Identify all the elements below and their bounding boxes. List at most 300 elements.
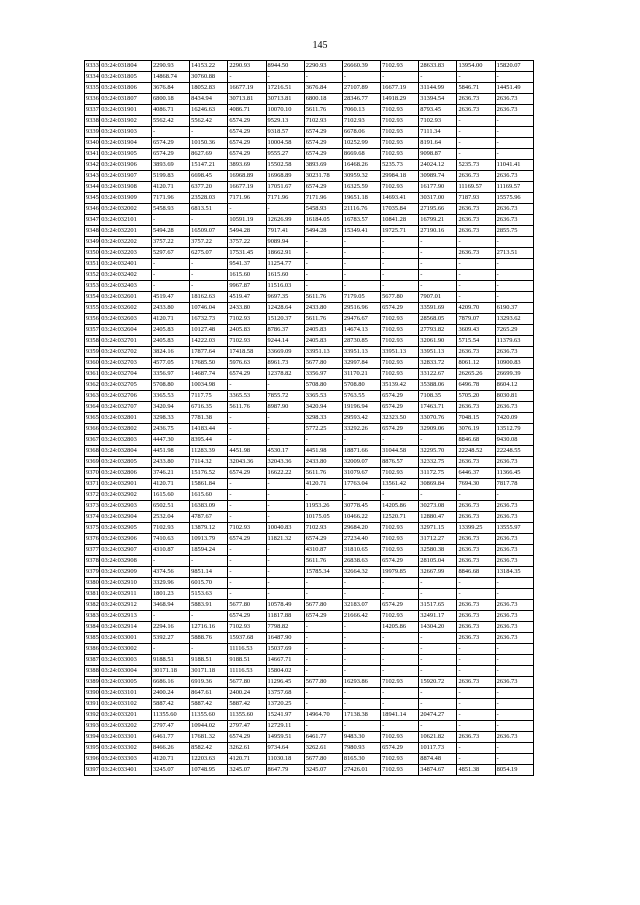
value-cell: 32997.84 <box>342 358 380 369</box>
table-row <box>85 644 534 655</box>
value-cell: 8604.12 <box>495 380 533 391</box>
value-cell: 13399.25 <box>457 523 495 534</box>
value-cell: 6574.29 <box>381 743 419 754</box>
value-cell: - <box>495 281 533 292</box>
row-id-cell: 9361 <box>85 369 100 380</box>
code-cell: 03:24:031903 <box>100 127 152 138</box>
value-cell: 3746.21 <box>151 468 189 479</box>
value-cell: 11041.41 <box>495 160 533 171</box>
value-cell: - <box>457 292 495 303</box>
value-cell: 7102.93 <box>381 754 419 765</box>
value-cell: 19651.18 <box>342 193 380 204</box>
value-cell: - <box>381 721 419 732</box>
value-cell: 2405.83 <box>304 325 342 336</box>
value-cell: 8647.79 <box>266 765 304 776</box>
value-cell: 8846.68 <box>457 435 495 446</box>
value-cell: 16293.86 <box>342 677 380 688</box>
value-cell: 8627.69 <box>190 149 228 160</box>
value-cell: 8876.57 <box>381 457 419 468</box>
value-cell: 8793.45 <box>419 105 457 116</box>
value-cell: 15861.84 <box>190 479 228 490</box>
value-cell: 7980.93 <box>342 743 380 754</box>
value-cell: 2636.73 <box>495 501 533 512</box>
value-cell: 2636.73 <box>457 457 495 468</box>
value-cell: 8395.44 <box>190 435 228 446</box>
value-cell: 11355.60 <box>151 710 189 721</box>
table-row <box>85 204 534 215</box>
value-cell: 16325.59 <box>342 182 380 193</box>
value-cell: 8647.61 <box>190 688 228 699</box>
value-cell: - <box>495 589 533 600</box>
value-cell: 8054.19 <box>495 765 533 776</box>
value-cell: 4451.98 <box>304 446 342 457</box>
value-cell: 7102.93 <box>228 523 266 534</box>
value-cell: 9851.14 <box>190 567 228 578</box>
code-cell: 03:24:031902 <box>100 116 152 127</box>
value-cell: 10748.95 <box>190 765 228 776</box>
value-cell: 2636.73 <box>495 204 533 215</box>
value-cell: 14964.70 <box>304 710 342 721</box>
value-cell: - <box>266 490 304 501</box>
value-cell: 5883.91 <box>190 600 228 611</box>
value-cell: 8987.90 <box>266 402 304 413</box>
value-cell: - <box>342 281 380 292</box>
table-row <box>85 402 534 413</box>
value-cell: 2636.73 <box>457 611 495 622</box>
value-cell: 8582.42 <box>190 743 228 754</box>
code-cell: 03:24:032906 <box>100 534 152 545</box>
value-cell: 4374.56 <box>151 567 189 578</box>
value-cell: 7114.32 <box>190 457 228 468</box>
value-cell: - <box>495 655 533 666</box>
value-cell: 33292.26 <box>342 424 380 435</box>
table-row <box>85 523 534 534</box>
table-row <box>85 292 534 303</box>
row-id-cell: 9387 <box>85 655 100 666</box>
value-cell: 3420.94 <box>151 402 189 413</box>
row-id-cell: 9384 <box>85 622 100 633</box>
value-cell: 2797.47 <box>228 721 266 732</box>
value-cell: - <box>190 127 228 138</box>
value-cell: 15785.34 <box>304 567 342 578</box>
code-cell: 03:24:033201 <box>100 710 152 721</box>
value-cell: 1615.60 <box>151 490 189 501</box>
value-cell: - <box>419 248 457 259</box>
value-cell: 5297.67 <box>151 248 189 259</box>
value-cell: 2433.80 <box>304 303 342 314</box>
value-cell: 7102.93 <box>304 523 342 534</box>
value-cell: 7171.96 <box>151 193 189 204</box>
value-cell: 5611.76 <box>304 468 342 479</box>
value-cell: - <box>266 567 304 578</box>
value-cell: 7102.93 <box>419 116 457 127</box>
value-cell: 3262.61 <box>304 743 342 754</box>
value-cell: - <box>381 633 419 644</box>
value-cell: 2636.73 <box>495 677 533 688</box>
code-cell: 03:24:032707 <box>100 402 152 413</box>
value-cell: - <box>381 490 419 501</box>
value-cell: 31712.27 <box>419 534 457 545</box>
value-cell: - <box>495 743 533 754</box>
value-cell: 1615.60 <box>190 490 228 501</box>
value-cell: 5611.76 <box>304 292 342 303</box>
row-id-cell: 9362 <box>85 380 100 391</box>
value-cell: 30778.45 <box>342 501 380 512</box>
value-cell: 11116.53 <box>228 666 266 677</box>
value-cell: 17051.67 <box>266 182 304 193</box>
value-cell: - <box>495 127 533 138</box>
value-cell: - <box>381 237 419 248</box>
value-cell: 2636.73 <box>457 171 495 182</box>
value-cell: 33951.13 <box>419 347 457 358</box>
value-cell: 6574.29 <box>381 424 419 435</box>
row-id-cell: 9339 <box>85 127 100 138</box>
value-cell: 9430.08 <box>495 435 533 446</box>
code-cell: 03:24:032904 <box>100 512 152 523</box>
table-row <box>85 358 534 369</box>
value-cell: 11283.39 <box>190 446 228 457</box>
row-id-cell: 9397 <box>85 765 100 776</box>
value-cell: - <box>381 281 419 292</box>
table-row <box>85 435 534 446</box>
value-cell: 8786.37 <box>266 325 304 336</box>
row-id-cell: 9341 <box>85 149 100 160</box>
value-cell: 27195.66 <box>419 204 457 215</box>
value-cell: 5887.42 <box>190 699 228 710</box>
value-cell: 19196.94 <box>342 402 380 413</box>
value-cell: 9188.51 <box>151 655 189 666</box>
value-cell: 16383.09 <box>190 501 228 512</box>
value-cell: 4310.87 <box>304 545 342 556</box>
value-cell: 32323.50 <box>381 413 419 424</box>
table-row <box>85 303 534 314</box>
value-cell: 14959.51 <box>266 732 304 743</box>
table-row <box>85 281 534 292</box>
code-cell: 03:24:032802 <box>100 424 152 435</box>
value-cell: 6716.35 <box>190 402 228 413</box>
value-cell: - <box>495 699 533 710</box>
value-cell: 6574.29 <box>228 611 266 622</box>
value-cell: - <box>304 578 342 589</box>
table-row <box>85 259 534 270</box>
value-cell: 6574.29 <box>381 402 419 413</box>
value-cell: 6446.37 <box>457 468 495 479</box>
value-cell: 8434.94 <box>190 94 228 105</box>
value-cell: 6574.29 <box>151 149 189 160</box>
value-cell: 31517.65 <box>419 600 457 611</box>
value-cell: 2436.75 <box>151 424 189 435</box>
value-cell: 7102.93 <box>381 732 419 743</box>
value-cell: 2636.73 <box>457 556 495 567</box>
value-cell: - <box>457 666 495 677</box>
value-cell: 8874.48 <box>419 754 457 765</box>
value-cell: 5677.80 <box>304 754 342 765</box>
value-cell: 11116.53 <box>228 644 266 655</box>
value-cell: 17763.04 <box>342 479 380 490</box>
value-cell: - <box>342 435 380 446</box>
value-cell: 13184.35 <box>495 567 533 578</box>
value-cell: 14222.03 <box>190 336 228 347</box>
value-cell: 30959.32 <box>342 171 380 182</box>
row-id-cell: 9366 <box>85 424 100 435</box>
value-cell: 16677.19 <box>381 83 419 94</box>
value-cell: 17531.45 <box>228 248 266 259</box>
value-cell: 10944.02 <box>190 721 228 732</box>
value-cell: 9697.35 <box>266 292 304 303</box>
value-cell: - <box>304 666 342 677</box>
code-cell: 03:24:033202 <box>100 721 152 732</box>
value-cell: - <box>457 116 495 127</box>
value-cell: 7060.13 <box>342 105 380 116</box>
value-cell: - <box>342 270 380 281</box>
value-cell: 7102.93 <box>381 545 419 556</box>
value-cell: - <box>495 721 533 732</box>
value-cell: 4310.87 <box>151 545 189 556</box>
value-cell: - <box>419 490 457 501</box>
value-cell: 3468.94 <box>151 600 189 611</box>
value-cell: - <box>381 589 419 600</box>
value-cell: 5976.63 <box>228 358 266 369</box>
value-cell: 35388.06 <box>419 380 457 391</box>
table-row <box>85 105 534 116</box>
value-cell: - <box>457 578 495 589</box>
value-cell: - <box>304 721 342 732</box>
value-cell: - <box>457 655 495 666</box>
value-cell: 6574.29 <box>228 149 266 160</box>
value-cell: 3365.53 <box>304 391 342 402</box>
value-cell: 21666.42 <box>342 611 380 622</box>
value-cell: 5677.80 <box>304 677 342 688</box>
value-cell: - <box>266 578 304 589</box>
row-id-cell: 9346 <box>85 204 100 215</box>
table-row <box>85 556 534 567</box>
value-cell: 13561.42 <box>381 479 419 490</box>
value-cell: 7102.93 <box>228 336 266 347</box>
value-cell: 14868.74 <box>151 72 189 83</box>
table-row <box>85 578 534 589</box>
code-cell: 03:24:033302 <box>100 743 152 754</box>
value-cell: 5562.42 <box>190 116 228 127</box>
value-cell: 7102.93 <box>381 325 419 336</box>
value-cell: 15037.69 <box>266 644 304 655</box>
row-id-cell: 9369 <box>85 457 100 468</box>
value-cell: 7102.93 <box>381 765 419 776</box>
value-cell: 29476.67 <box>342 314 380 325</box>
value-cell: 4577.05 <box>151 358 189 369</box>
value-cell: - <box>151 611 189 622</box>
value-cell: 10150.36 <box>190 138 228 149</box>
table-row <box>85 369 534 380</box>
value-cell: 18162.63 <box>190 292 228 303</box>
value-cell: 2636.73 <box>495 105 533 116</box>
value-cell: 16968.89 <box>228 171 266 182</box>
value-cell: - <box>304 655 342 666</box>
data-table <box>84 60 534 776</box>
value-cell: 7102.93 <box>228 622 266 633</box>
value-cell: 4120.71 <box>151 314 189 325</box>
row-id-cell: 9372 <box>85 490 100 501</box>
value-cell: 5715.54 <box>457 336 495 347</box>
value-cell: 3824.16 <box>151 347 189 358</box>
value-cell: 2405.83 <box>228 325 266 336</box>
value-cell: 6190.37 <box>495 303 533 314</box>
value-cell: 15241.97 <box>266 710 304 721</box>
value-cell: 11366.45 <box>495 468 533 479</box>
value-cell: 4851.38 <box>457 765 495 776</box>
code-cell: 03:24:033401 <box>100 765 152 776</box>
value-cell: 5772.25 <box>304 424 342 435</box>
value-cell: 2636.73 <box>457 545 495 556</box>
value-cell: 33951.13 <box>381 347 419 358</box>
code-cell: 03:24:032702 <box>100 347 152 358</box>
value-cell: - <box>342 655 380 666</box>
row-id-cell: 9360 <box>85 358 100 369</box>
value-cell: - <box>304 237 342 248</box>
value-cell: 33122.67 <box>419 369 457 380</box>
value-cell: 32664.32 <box>342 567 380 578</box>
value-cell: - <box>228 545 266 556</box>
value-cell: 3262.61 <box>228 743 266 754</box>
value-cell: 35139.42 <box>381 380 419 391</box>
value-cell: - <box>381 248 419 259</box>
code-cell: 03:24:031807 <box>100 94 152 105</box>
value-cell: 33951.13 <box>342 347 380 358</box>
row-id-cell: 9356 <box>85 314 100 325</box>
value-cell: 14918.29 <box>381 94 419 105</box>
value-cell: 7102.93 <box>381 105 419 116</box>
value-cell: 6496.78 <box>457 380 495 391</box>
value-cell: 16184.05 <box>304 215 342 226</box>
value-cell: 10034.98 <box>190 380 228 391</box>
value-cell: 3676.84 <box>304 83 342 94</box>
value-cell: 11030.18 <box>266 754 304 765</box>
code-cell: 03:24:032002 <box>100 204 152 215</box>
code-cell: 03:24:032602 <box>100 303 152 314</box>
value-cell: - <box>495 490 533 501</box>
value-cell: 13720.25 <box>266 699 304 710</box>
row-id-cell: 9352 <box>85 270 100 281</box>
value-cell: - <box>419 578 457 589</box>
value-cell: 7879.07 <box>457 314 495 325</box>
value-cell: 2636.73 <box>495 600 533 611</box>
value-cell: 2636.73 <box>495 633 533 644</box>
value-cell: - <box>419 655 457 666</box>
value-cell: 10070.10 <box>266 105 304 116</box>
value-cell: 9188.51 <box>228 655 266 666</box>
value-cell: 11817.88 <box>266 611 304 622</box>
value-cell: 6275.07 <box>190 248 228 259</box>
value-cell: 5611.76 <box>228 402 266 413</box>
value-cell: - <box>419 270 457 281</box>
value-cell: 9555.27 <box>266 149 304 160</box>
value-cell: 31810.65 <box>342 545 380 556</box>
value-cell: 32295.70 <box>419 446 457 457</box>
row-id-cell: 9392 <box>85 710 100 721</box>
row-id-cell: 9370 <box>85 468 100 479</box>
code-cell: 03:24:031904 <box>100 138 152 149</box>
value-cell: 5677.80 <box>228 600 266 611</box>
value-cell: 15176.52 <box>190 468 228 479</box>
value-cell: 28568.05 <box>419 314 457 325</box>
value-cell: - <box>457 721 495 732</box>
value-cell: 9188.51 <box>190 655 228 666</box>
value-cell: 5887.42 <box>228 699 266 710</box>
value-cell: - <box>190 215 228 226</box>
table-row <box>85 589 534 600</box>
row-id-cell: 9340 <box>85 138 100 149</box>
value-cell: - <box>419 644 457 655</box>
value-cell: 8466.26 <box>151 743 189 754</box>
table-row <box>85 479 534 490</box>
value-cell: - <box>457 281 495 292</box>
value-cell: 7171.96 <box>228 193 266 204</box>
code-cell: 03:24:032908 <box>100 556 152 567</box>
value-cell: 5677.80 <box>304 600 342 611</box>
value-cell: - <box>381 259 419 270</box>
value-cell: 13879.12 <box>190 523 228 534</box>
value-cell: - <box>381 666 419 677</box>
value-cell: 31170.21 <box>342 369 380 380</box>
value-cell: - <box>419 699 457 710</box>
value-cell: - <box>304 622 342 633</box>
value-cell: 30760.88 <box>190 72 228 83</box>
table-row <box>85 314 534 325</box>
value-cell: 15804.02 <box>266 666 304 677</box>
value-cell: 22248.52 <box>457 446 495 457</box>
value-cell: 14667.71 <box>266 655 304 666</box>
value-cell: 4086.71 <box>228 105 266 116</box>
code-cell: 03:24:032909 <box>100 567 152 578</box>
value-cell: 30869.84 <box>419 479 457 490</box>
code-cell: 03:24:032905 <box>100 523 152 534</box>
value-cell: 7781.38 <box>190 413 228 424</box>
row-id-cell: 9336 <box>85 94 100 105</box>
value-cell: 15147.21 <box>190 160 228 171</box>
row-id-cell: 9382 <box>85 600 100 611</box>
value-cell: - <box>228 435 266 446</box>
value-cell: 32061.90 <box>419 336 457 347</box>
code-cell: 03:24:032706 <box>100 391 152 402</box>
row-id-cell: 9359 <box>85 347 100 358</box>
value-cell: - <box>266 72 304 83</box>
value-cell: 16799.21 <box>419 215 457 226</box>
table-row <box>85 633 534 644</box>
value-cell: 24024.12 <box>419 160 457 171</box>
value-cell: 2636.73 <box>495 732 533 743</box>
value-cell: - <box>419 721 457 732</box>
row-id-cell: 9390 <box>85 688 100 699</box>
value-cell: - <box>266 435 304 446</box>
value-cell: 3329.96 <box>151 578 189 589</box>
value-cell: 4120.71 <box>151 754 189 765</box>
page-number: 145 <box>312 40 328 51</box>
value-cell: 27234.40 <box>342 534 380 545</box>
value-cell: 2636.73 <box>457 622 495 633</box>
row-id-cell: 9347 <box>85 215 100 226</box>
value-cell: 17418.58 <box>228 347 266 358</box>
value-cell: - <box>228 578 266 589</box>
value-cell: 32183.07 <box>342 600 380 611</box>
value-cell: - <box>190 270 228 281</box>
value-cell: - <box>266 380 304 391</box>
value-cell: - <box>304 259 342 270</box>
table-row <box>85 72 534 83</box>
value-cell: 3365.53 <box>228 391 266 402</box>
table-row <box>85 754 534 765</box>
value-cell: 7102.93 <box>381 182 419 193</box>
value-cell: 2636.73 <box>457 105 495 116</box>
value-cell: 14687.74 <box>190 369 228 380</box>
